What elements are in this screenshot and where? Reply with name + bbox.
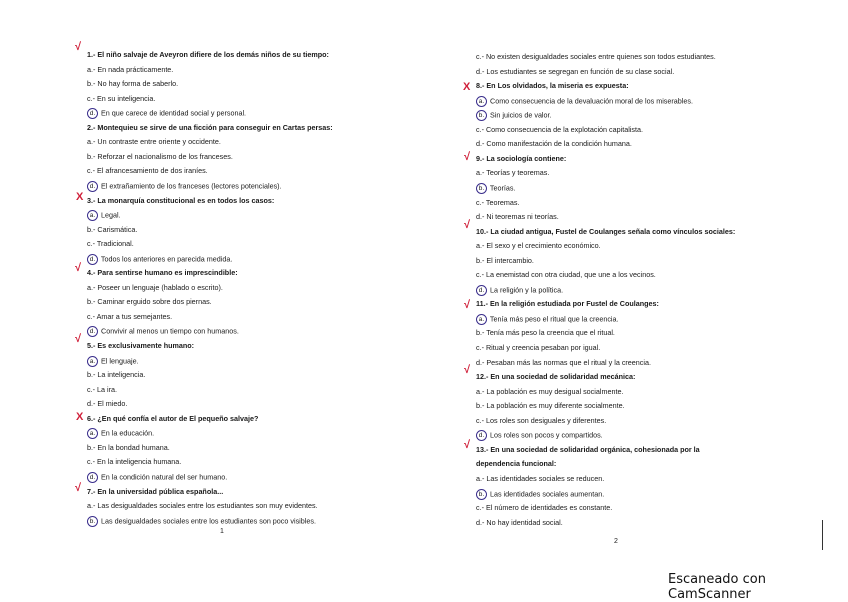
question-label: 9.- La sociología contiene:	[476, 153, 567, 163]
answer-option	[87, 108, 246, 119]
answer-option	[476, 416, 606, 425]
page-edge	[822, 520, 823, 550]
option-text: No hay forma de saberlo.	[97, 79, 179, 89]
question-label: 2.- Montequieu se sirve de una ficción para conseguir en Cartas persas:	[87, 122, 333, 132]
option-letter: b.-	[87, 151, 96, 161]
option-text: En nada prácticamente.	[97, 64, 174, 74]
question-label: 5.- Es exclusivamente humano:	[87, 341, 195, 350]
option-text: Las identidades sociales se reducen.	[486, 473, 605, 483]
check-mark: √	[464, 299, 471, 311]
answer-option	[87, 356, 139, 367]
check-mark: √	[464, 219, 471, 231]
question-text	[87, 196, 274, 205]
answer-option	[87, 472, 227, 483]
option-letter: c.-	[87, 239, 95, 249]
answer-option	[87, 225, 137, 234]
option-letter: a.-	[476, 168, 485, 178]
answer-option	[87, 370, 145, 379]
answer-option	[476, 125, 643, 134]
answer-option	[476, 430, 603, 441]
option-text: El número de identidades es constante.	[485, 503, 613, 513]
check-mark: √	[75, 333, 82, 345]
option-text: Los estudiantes se segregan en función de su clase social.	[486, 66, 675, 76]
option-text: Carismática.	[97, 224, 138, 234]
answer-option	[87, 283, 223, 292]
answer-option	[476, 139, 632, 148]
option-text: Las identidades sociales aumentan.	[490, 488, 605, 498]
answer-option	[476, 52, 716, 61]
option-text: La población es muy diferente socialmente.	[486, 401, 625, 411]
question-text	[476, 372, 635, 381]
answer-option	[87, 457, 181, 466]
answer-option	[87, 297, 212, 306]
answer-option	[476, 241, 601, 250]
option-text: Como consecuencia de la devaluación moral de los miserables.	[490, 96, 693, 106]
answer-option	[476, 489, 604, 500]
option-text: En la bondad humana.	[97, 442, 170, 452]
answer-option	[87, 239, 134, 248]
option-text: Como consecuencia de la explotación capitalista.	[485, 124, 644, 134]
option-text: No hay identidad social.	[486, 517, 563, 527]
circled-option-letter: a.	[476, 314, 487, 325]
page-number-left: 1	[220, 528, 224, 535]
question-label: 10.- La ciudad antigua, Fustel de Coulanges señala como vínculos sociales:	[476, 226, 736, 236]
circled-option-letter: b.	[87, 516, 98, 527]
answer-option	[87, 443, 170, 452]
circled-option-letter: a.	[87, 356, 98, 367]
option-text: La ira.	[96, 384, 117, 394]
option-text: La inteligencia.	[97, 370, 146, 380]
option-text: El lenguaje.	[101, 355, 139, 365]
option-letter: d.-	[476, 517, 485, 527]
option-text: Tenía más peso la creencia que el ritual.	[486, 328, 615, 338]
answer-option	[87, 137, 221, 146]
question-label: 1.- El niño salvaje de Aveyron difiere de los demás niños de su tiempo:	[87, 50, 329, 59]
page-number-right: 2	[614, 538, 618, 545]
option-letter: a.-	[476, 241, 485, 251]
answer-option	[476, 474, 604, 483]
option-text: El extrañamiento de los franceses (lectores potenciales).	[101, 181, 282, 191]
option-letter: d.-	[476, 212, 485, 222]
question-text	[87, 123, 333, 132]
option-text: Un contraste entre oriente y occidente.	[97, 137, 221, 147]
option-letter: c.-	[476, 343, 484, 352]
option-letter: c.-	[87, 166, 95, 176]
question-text	[476, 459, 556, 468]
question-text	[87, 414, 258, 423]
circled-option-letter: a.	[87, 428, 98, 439]
option-text: Los roles son desiguales y diferentes.	[485, 415, 607, 425]
option-letter: b.-	[87, 370, 96, 380]
circled-option-letter: a.	[87, 210, 98, 221]
answer-option	[87, 516, 316, 527]
answer-option	[87, 312, 172, 321]
question-text	[476, 227, 735, 236]
option-letter: a.-	[87, 64, 96, 74]
answer-option	[87, 254, 232, 265]
option-text: En que carece de identidad social y personal.	[101, 108, 247, 118]
circled-option-letter: b.	[476, 110, 487, 121]
question-label: 4.- Para sentirse humano es imprescindible:	[87, 268, 238, 278]
question-label: 3.- La monarquía constitucional es en todos los casos:	[87, 195, 275, 205]
option-text: Ritual y creencia pesaban por igual.	[485, 343, 601, 352]
option-text: Los roles son pocos y compartidos.	[490, 430, 603, 440]
option-text: En la condición natural del ser humano.	[101, 472, 228, 482]
question-text	[476, 299, 659, 308]
option-text: En la inteligencia humana.	[96, 457, 182, 467]
answer-option	[87, 152, 233, 161]
option-text: Legal.	[101, 210, 121, 220]
circled-option-letter: d.	[87, 108, 98, 119]
question-label: 6.- ¿En qué confía el autor de El pequeño salvaje?	[87, 413, 259, 423]
answer-option	[476, 314, 619, 325]
option-text: Caminar erguido sobre dos piernas.	[97, 297, 212, 307]
circled-option-letter: b.	[476, 183, 487, 194]
option-letter: c.-	[476, 503, 484, 513]
option-text: Las desigualdades sociales entre los estudiantes son muy evidentes.	[97, 501, 318, 511]
option-text: Teorías y teoremas.	[486, 168, 550, 178]
option-text: Amar a tus semejantes.	[96, 311, 173, 321]
answer-option	[476, 96, 693, 107]
option-text: La población es muy desigual socialmente.	[486, 386, 624, 396]
option-letter: c.-	[87, 311, 95, 321]
question-text	[87, 50, 329, 59]
answer-option	[87, 428, 154, 439]
option-text: Todos los anteriores en parecida medida.	[100, 254, 233, 264]
option-letter: d.-	[476, 357, 485, 367]
answer-option	[476, 67, 674, 76]
option-text: El afrancesamiento de dos iraníes.	[96, 166, 208, 176]
option-letter: b.-	[87, 297, 96, 307]
check-mark: √	[75, 482, 82, 494]
option-text: Pesaban más las normas que el ritual y la creencia.	[486, 357, 651, 367]
option-text: La enemistad con otra ciudad, que une a los vecinos.	[485, 270, 656, 280]
answer-option	[476, 183, 515, 194]
answer-option	[87, 210, 121, 221]
answer-option	[87, 385, 117, 394]
answer-option	[476, 285, 563, 296]
circled-option-letter: d.	[476, 285, 487, 296]
answer-option	[476, 110, 552, 121]
option-text: El intercambio.	[486, 255, 534, 265]
question-label: 8.- En Los olvidados, la miseria es expuesta:	[476, 81, 629, 91]
answer-option	[87, 166, 208, 175]
answer-option	[476, 198, 519, 207]
option-text: En su inteligencia.	[96, 93, 156, 103]
answer-option	[476, 387, 623, 396]
question-text	[87, 341, 194, 350]
option-letter: c.-	[87, 384, 95, 394]
circled-option-letter: d.	[87, 472, 98, 483]
option-letter: b.-	[476, 328, 485, 338]
option-text: La religión y la política.	[490, 285, 564, 295]
answer-option	[476, 503, 612, 512]
answer-option	[87, 181, 282, 192]
answer-option	[476, 212, 559, 221]
answer-option	[87, 399, 127, 408]
option-letter: c.-	[476, 52, 484, 61]
option-text: Tradicional.	[96, 239, 134, 249]
option-letter: c.-	[87, 93, 95, 103]
check-mark: √	[464, 439, 471, 451]
option-letter: d.-	[476, 139, 485, 149]
option-text: Ni teoremas ni teorías.	[486, 212, 559, 222]
answer-option	[87, 501, 318, 510]
option-text: Reforzar el nacionalismo de los franceses.	[97, 151, 233, 161]
option-letter: b.-	[87, 442, 96, 452]
circled-option-letter: d.	[87, 326, 98, 337]
option-letter: d.-	[87, 399, 96, 409]
answer-option	[87, 326, 239, 337]
option-letter: b.-	[87, 224, 96, 234]
circled-option-letter: a.	[476, 96, 487, 107]
option-letter: c.-	[476, 270, 484, 280]
question-label: 11.- En la religión estudiada por Fustel de Coulanges:	[476, 299, 659, 309]
cross-mark: X	[76, 191, 84, 203]
cross-mark: X	[463, 81, 471, 93]
question-label: dependencia funcional:	[476, 459, 557, 469]
circled-option-letter: b.	[476, 489, 487, 500]
question-label: 7.- En la universidad pública española...	[87, 486, 224, 496]
check-mark: √	[75, 262, 82, 274]
question-text	[87, 487, 223, 496]
answer-option	[476, 270, 656, 279]
circled-option-letter: d.	[476, 430, 487, 441]
answer-option	[476, 343, 600, 352]
question-text	[476, 81, 629, 90]
circled-option-letter: d.	[87, 181, 98, 192]
option-letter: a.-	[87, 501, 96, 511]
option-letter: c.-	[476, 415, 484, 425]
option-text: No existen desigualdades sociales entre quienes son todos estudiantes.	[485, 52, 716, 61]
option-text: Tenía más peso el ritual que la creencia.	[489, 314, 619, 324]
camscanner-watermark: Escaneado con CamScanner	[668, 572, 766, 602]
check-mark: √	[464, 151, 471, 163]
answer-option	[87, 65, 173, 74]
answer-option	[476, 168, 549, 177]
cross-mark: X	[76, 411, 84, 423]
option-letter: c.-	[476, 124, 484, 134]
option-letter: b.-	[476, 255, 485, 265]
answer-option	[476, 328, 615, 337]
option-text: El miedo.	[97, 399, 128, 409]
option-letter: b.-	[476, 401, 485, 411]
answer-option	[476, 256, 534, 265]
answer-option	[476, 518, 563, 527]
option-text: Las desigualdades sociales entre los estudiantes son poco visibles.	[101, 516, 316, 525]
option-text: Convivir al menos un tiempo con humanos.	[101, 326, 239, 336]
answer-option	[476, 358, 651, 367]
option-text: El sexo y el crecimiento económico.	[486, 241, 601, 251]
circled-option-letter: d.	[87, 254, 98, 265]
option-text: En la educación.	[101, 428, 155, 438]
check-mark: √	[464, 364, 471, 376]
answer-option	[87, 79, 178, 88]
check-mark: √	[75, 41, 82, 53]
question-label: 12.- En una sociedad de solidaridad mecánica:	[476, 372, 636, 382]
question-label: 13.- En una sociedad de solidaridad orgánica, cohesionada por la	[476, 444, 700, 454]
answer-option	[476, 401, 625, 410]
option-text: Teorías.	[489, 183, 516, 193]
option-text: Poseer un lenguaje (hablado o escrito).	[97, 282, 223, 292]
option-text: Sin juicios de valor.	[490, 110, 552, 120]
option-letter: a.-	[87, 137, 96, 147]
question-text	[476, 154, 566, 163]
question-text	[87, 268, 238, 277]
option-letter: a.-	[87, 282, 96, 292]
option-text: Como manifestación de la condición humana.	[486, 139, 632, 149]
option-letter: a.-	[476, 386, 485, 396]
option-letter: d.-	[476, 66, 485, 76]
option-letter: a.-	[476, 473, 485, 483]
option-letter: c.-	[476, 197, 484, 207]
option-letter: c.-	[87, 457, 95, 467]
option-letter: b.-	[87, 79, 96, 89]
option-text: Teoremas.	[485, 197, 520, 207]
answer-option	[87, 94, 155, 103]
question-text	[476, 445, 700, 454]
